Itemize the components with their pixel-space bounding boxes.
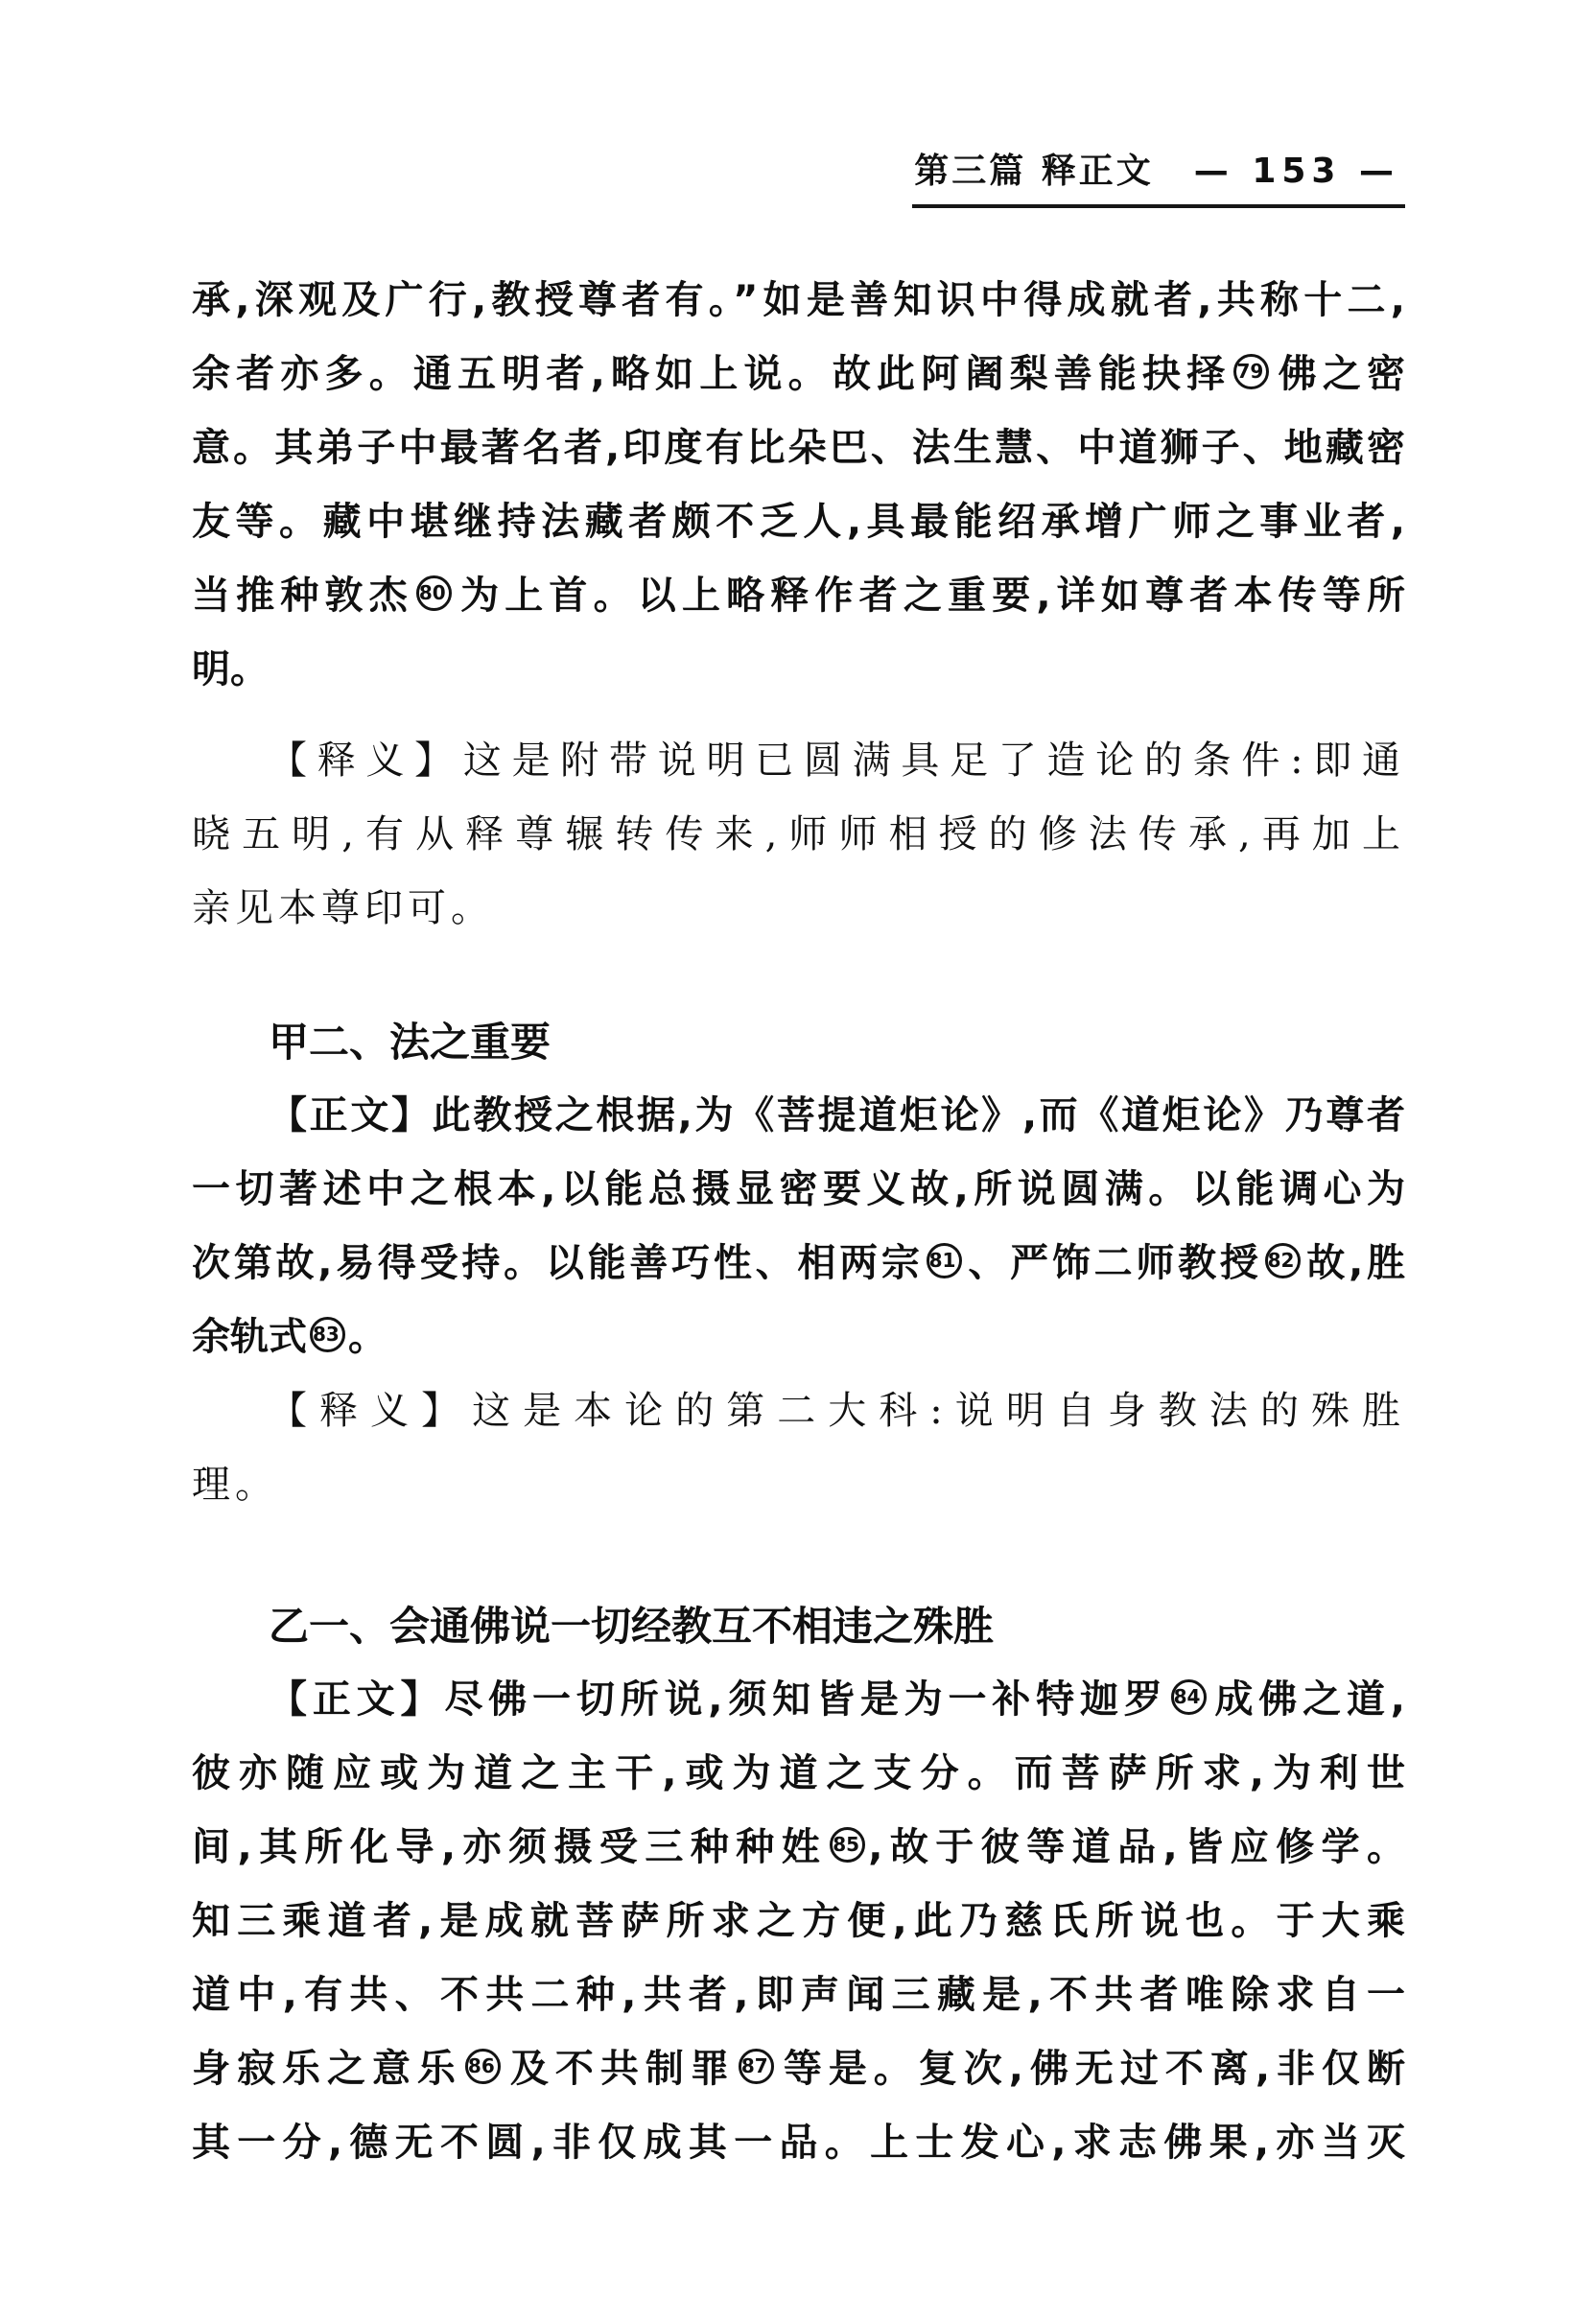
text-line bbox=[192, 1737, 1405, 1811]
footnote-ref: 82 bbox=[1265, 1243, 1301, 1278]
paragraph-zhengwen bbox=[192, 1663, 1405, 2180]
line-text: 当推种敦杰 bbox=[192, 574, 413, 618]
text-line bbox=[192, 872, 1405, 946]
line-text: 亲见本尊印可。 bbox=[192, 886, 494, 930]
line-text: 余轨式 bbox=[192, 1315, 307, 1359]
line-text: 道中,有共、不共二种,共者,即声闻三藏是,不共者唯除求自一 bbox=[192, 1973, 1405, 2017]
page-body bbox=[192, 264, 1405, 2180]
running-head bbox=[912, 144, 1405, 208]
line-text: 【正文】此教授之根据,为《菩提道炬论》,而《道炬论》乃尊者 bbox=[269, 1093, 1405, 1137]
section-title: 第三篇 释正文 bbox=[914, 152, 1154, 191]
line-text: 友等。藏中堪继持法藏者颇不乏人,具最能绍承增广师之事业者, bbox=[192, 500, 1405, 544]
text-line bbox=[192, 1079, 1405, 1153]
heading-yi1: 乙一、会通佛说一切经教互不相违之殊胜 bbox=[269, 1603, 995, 1650]
footnote-ref: 87 bbox=[739, 2049, 774, 2084]
line-text: 身寂乐之意乐 bbox=[192, 2047, 462, 2091]
page-header bbox=[192, 144, 1405, 208]
footnote-ref: 83 bbox=[310, 1317, 345, 1352]
line-text: 故,胜 bbox=[1303, 1241, 1406, 1285]
paragraph-zhengwen bbox=[192, 1079, 1405, 1374]
text-line bbox=[192, 338, 1405, 411]
text-line bbox=[192, 798, 1405, 872]
text-line bbox=[192, 2106, 1405, 2180]
line-text: ,故于彼等道品,皆应修学。 bbox=[868, 1825, 1406, 1869]
line-text: 【释义】这是附带说明已圆满具足了造论的条件:即通 bbox=[269, 739, 1405, 783]
text-line bbox=[192, 724, 1405, 798]
text-line bbox=[192, 1811, 1405, 1885]
line-text: 理。 bbox=[192, 1463, 278, 1507]
text-line bbox=[192, 1885, 1405, 1958]
line-text: 明。 bbox=[192, 647, 269, 692]
text-line bbox=[192, 559, 1405, 633]
text-line bbox=[192, 1301, 1405, 1374]
text-line bbox=[192, 633, 1405, 707]
footnote-ref: 79 bbox=[1233, 354, 1269, 389]
footnote-ref: 84 bbox=[1171, 1679, 1207, 1715]
line-text: 等是。复次,佛无过不离,非仅断 bbox=[776, 2047, 1406, 2091]
line-text: 次第故,易得受持。以能善巧性、相两宗 bbox=[192, 1241, 924, 1285]
text-line bbox=[192, 485, 1405, 559]
line-text: 为上首。以上略释作者之重要,详如尊者本传等所 bbox=[454, 574, 1405, 618]
text-line bbox=[192, 1448, 1405, 1522]
footnote-ref: 81 bbox=[927, 1243, 962, 1278]
text-line bbox=[192, 1227, 1405, 1301]
footnote-ref: 85 bbox=[830, 1827, 865, 1863]
text-line bbox=[192, 1663, 1405, 1737]
page-number: — 153 — bbox=[1193, 152, 1399, 191]
line-text: 【正文】尽佛一切所说,须知皆是为一补特迦罗 bbox=[269, 1677, 1168, 1722]
text-line bbox=[192, 264, 1405, 338]
line-text: 成佛之道, bbox=[1209, 1677, 1405, 1722]
line-text: 。 bbox=[348, 1315, 387, 1359]
line-text: 意。其弟子中最著名者,印度有比朵巴、法生慧、中道狮子、地藏密 bbox=[192, 426, 1405, 470]
line-text: 晓五明,有从释尊辗转传来,师师相授的修法传承,再加上 bbox=[192, 812, 1405, 856]
paragraph-shiyi bbox=[192, 1374, 1405, 1522]
line-text: 余者亦多。通五明者,略如上说。故此阿阇梨善能抉择 bbox=[192, 352, 1232, 396]
line-text: 【释义】这是本论的第二大科:说明自身教法的殊胜 bbox=[269, 1389, 1405, 1433]
text-line bbox=[192, 1958, 1405, 2032]
line-text: 彼亦随应或为道之主干,或为道之支分。而菩萨所求,为利世 bbox=[192, 1751, 1405, 1795]
line-text: 承,深观及广行,教授尊者有。”如是善知识中得成就者,共称十二, bbox=[192, 278, 1405, 322]
text-line bbox=[192, 1374, 1405, 1448]
text-line bbox=[192, 2032, 1405, 2106]
text-line bbox=[192, 1153, 1405, 1227]
footnote-ref: 80 bbox=[416, 575, 452, 611]
footnote-ref: 86 bbox=[465, 2049, 501, 2084]
paragraph-shiyi bbox=[192, 724, 1405, 946]
paragraph-zhengwen-continued bbox=[192, 264, 1405, 707]
text-line bbox=[192, 411, 1405, 485]
line-text: 、严饰二师教授 bbox=[964, 1241, 1262, 1285]
line-text: 一切著述中之根本,以能总摄显密要义故,所说圆满。以能调心为 bbox=[192, 1167, 1405, 1211]
line-text: 间,其所化导,亦须摄受三种种姓 bbox=[192, 1825, 828, 1869]
heading-jia2: 甲二、法之重要 bbox=[269, 1019, 552, 1066]
line-text: 佛之密 bbox=[1272, 352, 1406, 396]
line-text: 其一分,德无不圆,非仅成其一品。上士发心,求志佛果,亦当灭 bbox=[192, 2121, 1405, 2165]
line-text: 知三乘道者,是成就菩萨所求之方便,此乃慈氏所说也。于大乘 bbox=[192, 1899, 1405, 1943]
line-text: 及不共制罪 bbox=[503, 2047, 736, 2091]
